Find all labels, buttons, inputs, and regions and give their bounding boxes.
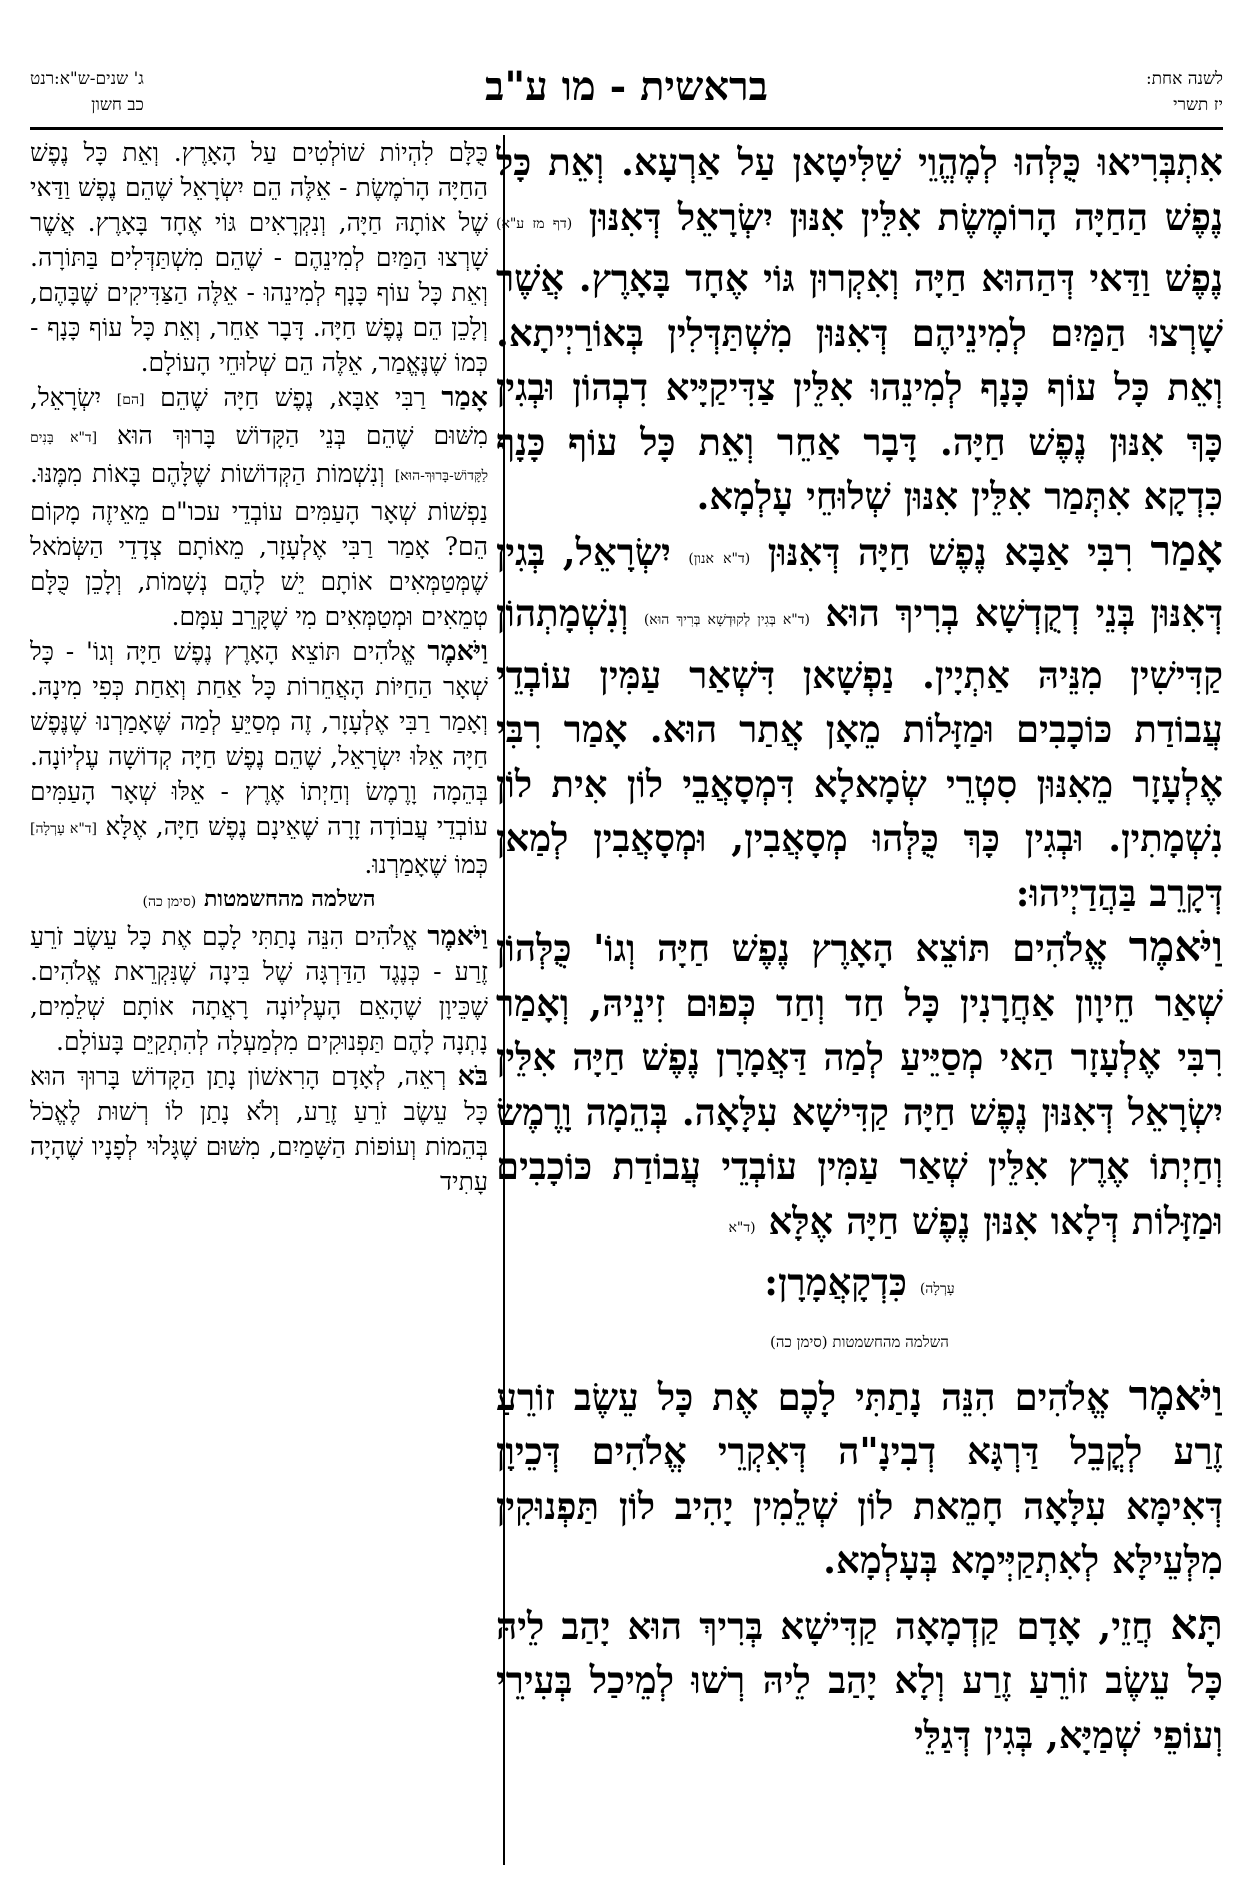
main-text: רִבִּי אַבָּא נֶפֶשׁ חַיָּה דְּאִנּוּן <box>767 529 1133 574</box>
main-text: וְנִשְׁמָתְהוֹן קַדִּישִׁין מִנֵּיהּ אַתְיָין. נַפְשָׁאן דִּשְׁאַר עַמִּין עוֹבְדֵי עֲבוֹדַת כּוֹכָבִים וּמַזָּלוֹת מֵאָן אֲתַר הוּא. אָמַר רִבִּי אֶלְעָזָר מֵאִנּוּן סִטְרֵי שְׂמָאלָא דִּמְסָאֲבֵי לוֹן אִית לוֹן נִשְׁמָתִין. וּבְגִין כָּךְ כֻּלְּהוּ מְסָאֲבִין, וּמְסָאֲבִין לְמַאן דְּקָרֵב בַּהֲדַיְיהוּ: <box>496 591 1223 915</box>
main-paragraph-3-end <box>496 1255 1223 1317</box>
main-text: אִתְבְּרִיאוּ כֻּלְּהוּ לְמֶהֱוֵי שַׁלִּיטָאן עַל אַרְעָא. וְאֵת כָּל נֶפֶשׁ הַחַיָּה הָרוֹמֶשֶׂת אִלֵּין אִנּוּן יִשְׂרָאֵל דְּאִנּוּן <box>496 140 1223 239</box>
opening-word: בֹּא <box>457 1061 488 1092</box>
main-text: אֱלֹהִים תּוֹצֵא הָאָרֶץ נֶפֶשׁ חַיָּה וְגוֹ' כֻּלְּהוֹן שְׁאַר חֵיוָון אַחֲרָנִין כָּל חַד וְחַד כְּפוּם זִינֵיהּ, וְאָמַר רִבִּי אֶלְעָזָר הַאי מְסַיֵּיעַ לְמַה דַּאֲמָרָן נֶפֶשׁ חַיָּה אִלֵּין יִשְׂרָאֵל דְּאִנּוּן נֶפֶשׁ חַיָּה קַדִּישָׁא עִלָּאָה. בְּהֵמָה וָרֶמֶשׂ וְחַיְתוֹ אֶרֶץ אִלֵּין שְׁאַר עַמִּין עוֹבְדֵי עֲבוֹדַת כּוֹכָבִים וּמַזָּלוֹת דְּלָאו אִנּוּן נֶפֶשׁ חַיָּה אֶלָּא <box>496 926 1223 1243</box>
translation-column <box>30 135 488 1865</box>
side-paragraph-4 <box>30 919 488 1059</box>
section-heading-text: השלמה מהחשמטות <box>203 886 376 912</box>
page-header <box>30 52 1223 122</box>
main-text: יִשְׂרָאֵל, בְּגִין דְּאִנּוּן בְּנֵי דְקֻדְשָׁא בְרִיךְ הוּא <box>496 529 1223 635</box>
opening-word: וַיֹּאמֶר <box>427 921 488 952</box>
variant-reference: [ד"א עָרְלָה] <box>30 821 97 837</box>
section-heading-reference: (סימן כה) <box>142 894 197 910</box>
folio-reference: (דף מז ע"א) <box>496 215 573 232</box>
side-paragraph-3 <box>30 634 488 882</box>
header-one-year-date: יז תשרי <box>1173 95 1223 115</box>
translation-text: כְּמוֹ שֶׁאָמַרְנוּ. <box>364 850 488 879</box>
variant-reference: (ד"א אנון) <box>688 550 751 567</box>
main-paragraph-5 <box>496 1598 1223 1763</box>
opening-word: אָמַר <box>1150 525 1223 575</box>
main-paragraph-1 <box>496 135 1223 524</box>
translation-text: אֱלֹהִים תּוֹצֵא הָאָרֶץ נֶפֶשׁ חַיָּה וְגוֹ' - כָּל שְׁאָר הַחַיּוֹת הָאֲחֵרוֹת כָּל אַחַת וְאַחַת כְּפִי מִינָהּ. וְאָמַר רַבִּי אֶלְעָזָר, זֶה מְסַיֵּעַ לְמַה שֶּׁאָמַרְנוּ שֶׁנֶּפֶשׁ חַיָּה אֵלּוּ יִשְׂרָאֵל, שֶׁהֵם נֶפֶשׁ חַיָּה קְדוֹשָׁה עֶלְיוֹנָה. בְּהֵמָה וָרֶמֶשׂ וְחַיְתוֹ אֶרֶץ - אֵלּוּ שְׁאָר הָעַמִּים עוֹבְדֵי עֲבוֹדָה זָרָה שֶׁאֵינָם נֶפֶשׁ חַיָּה, אֶלָּא <box>30 637 488 841</box>
main-paragraph-4 <box>496 1369 1223 1588</box>
translation-text: כֻּלָּם לִהְיוֹת שׁוֹלְטִים עַל הָאָרֶץ. וְאֵת כָּל נֶפֶשׁ הַחַיָּה הָרֹמֶשֶׂת - אֵלֶּה הֵם יִשְׂרָאֵל שֶׁהֵם נֶפֶשׁ וַדַּאי שֶׁל אוֹתָהּ חַיָּה, וְנִקְרָאִים גּוֹי אֶחָד בָּאָרֶץ. אֲשֶׁר שָׁרְצוּ הַמַּיִם לְמִינֵהֶם - שֶׁהֵם מִשְׁתַּדְּלִים בַּתּוֹרָה. וְאֵת כָּל עוֹף כָּנָף לְמִינֵהוּ - אֵלֶּה הַצַּדִּיקִים שֶׁבָּהֶם, וְלָכֵן הֵם נֶפֶשׁ חַיָּה. דָּבָר אַחֵר, וְאֵת כָּל עוֹף כָּנָף - כְּמוֹ שֶׁנֶּאֱמַר, אֵלֶּה הֵם שְׁלוּחֵי הָעוֹלָם. <box>30 138 488 377</box>
side-paragraph-2 <box>30 380 488 634</box>
main-paragraph-3 <box>496 920 1223 1255</box>
variant-reference: [הם] <box>116 392 145 408</box>
side-paragraph-5 <box>30 1059 488 1199</box>
side-paragraph-1 <box>30 135 488 380</box>
page-title: בראשית - מו ע"ב <box>485 63 768 110</box>
header-three-year-date: כב חשון <box>91 95 144 115</box>
variant-reference: (ד"א <box>728 1219 756 1236</box>
header-one-year-label: לשנה אחת: <box>1145 69 1223 89</box>
translation-text: רְאֵה, לְאָדָם הָרִאשׁוֹן נָתַן הַקָּדוֹשׁ בָּרוּךְ הוּא כָּל עֵשֶׂב זֹרֵעַ זֶרַע, וְלֹא נָתַן לוֹ רְשׁוּת לֶאֱכֹל בְּהֵמוֹת וְעוֹפוֹת הַשָּׁמַיִם, מִשּׁוּם שֶׁגָּלוּי לְפָנָיו שֶׁהָיָה עָתִיד <box>30 1062 488 1196</box>
header-cycle-three-years <box>54 66 144 118</box>
page-number: רנט <box>30 69 55 89</box>
translation-text: יִשְׂרָאֵל, מִשּׁוּם שֶׁהֵם בְּנֵי הַקָּדוֹשׁ בָּרוּךְ הוּא <box>30 383 488 450</box>
opening-word: וַיֹּאמֶר <box>427 636 488 667</box>
header-three-year-label: ג' שנים-ש"א: <box>54 69 144 89</box>
main-text-column <box>496 135 1223 1865</box>
section-heading: השלמה מהחשמטות (סימן כה) <box>770 1332 949 1351</box>
opening-word: וַיֹּאמֶר <box>1128 1370 1223 1420</box>
column-divider <box>503 135 505 1865</box>
main-text: חֲזֵי, אָדָם קַדְמָאָה קַדִּישָׁא בְּרִיךְ הוּא יָהַב לֵיהּ כָּל עֵשֶׂב זוֹרֵעַ זֶרַע וְלָא יָהַב לֵיהּ רְשׁוּ לְמֵיכַל בְּעִירֵי וְעוֹפֵי שְׁמַיָּא, בְּגִין דְּגַלֵּי <box>496 1603 1223 1757</box>
paragraph-gap <box>496 1588 1223 1598</box>
header-rule <box>30 127 1223 130</box>
opening-word: תָּא <box>1170 1599 1223 1649</box>
section-heading <box>30 882 488 919</box>
translation-text: וְנִשְׁמוֹת הַקְּדוֹשׁוֹת שֶׁלָּהֶם בָּאוֹת מִמֶּנּוּ. נַפְשׁוֹת שְׁאָר הָעַמִּים עוֹבְדֵי עכו"ם מֵאֵיזֶה מָקוֹם הֵם? אָמַר רַבִּי אֶלְעָזָר, מֵאוֹתָם צְדָדֵי הַשְּׂמֹאל שֶׁמְּטַמְּאִים אוֹתָם יֵשׁ לָהֶם נְשָׁמוֹת, וְלָכֵן כֻּלָּם טְמֵאִים וּמְטַמְּאִים מִי שֶׁקָּרֵב עִמָּם. <box>30 459 488 631</box>
variant-reference: [ד"א בָּנִים לַקָּדוֹשׁ-בָּרוּךְ-הוּא] <box>30 430 488 484</box>
main-text: כִּדְקָאֲמָרָן: <box>764 1260 907 1304</box>
variant-reference: (ד"א בְּגִין לְקוּדְשָׁא בְּרִיךְ הוּא) <box>643 612 810 628</box>
opening-word: אָמַר <box>441 382 488 413</box>
opening-word: וַיֹּאמֶר <box>1128 922 1223 971</box>
translation-text: אֱלֹהִים הִנֵּה נָתַתִּי לָכֶם אֶת כָּל עֵשֶׂב זֹרֵעַ זֶרַע - כְּנֶגֶד הַדַּרְגָּה שֶׁל בִּינָה שֶׁנִּקְרֵאת אֱלֹהִים. שֶׁכֵּיוָן שֶׁהָאֵם הָעֶלְיוֹנָה רָאֲתָה אוֹתָם שְׁלֵמִים, נָתְנָה לָהֶם תַּפְנוּקִים מִלְמַעְלָה לְהִתְקַיֵּם בָּעוֹלָם. <box>30 922 488 1056</box>
main-text: אֱלֹהִים הִנֵּה נָתַתִּי לָכֶם אֶת כָּל עֵשֶׂב זוֹרֵעַ זֶרַע לְקֳבֵל דַּרְגָּא דְבִינָ"ה דְּאִקְרֵי אֱלֹהִים דְּכֵיוָן דְּאִימָּא עִלָּאָה חָמֵאת לוֹן שְׁלֵמִין יָהִיב לוֹן תַּפְנוּקִין מִלְּעֵילָּא לְאִתְקַיְּימָא בְּעָלְמָא. <box>496 1374 1223 1582</box>
main-text: נֶפֶשׁ וַדַּאי דְּהַהוּא חַיָּה וְאִקְרוּן גּוֹי אֶחָד בָּאָרֶץ. אֲשֶׁר שָׁרְצוּ הַמַּיִם לְמִינֵיהֶם דְּאִנּוּן מִשְׁתַּדְּלִין בְּאוֹרַיְיתָא. וְאֵת כָּל עוֹף כָּנָף לְמִינֵהוּ אִלֵּין צַדִּיקַיָּיא דִבְהוֹן וּבְגִין כָּךְ אִנּוּן נֶפֶשׁ חַיָּה. דָּבָר אַחֵר וְאֵת כָּל עוֹף כָּנָף כִּדְקָא אִתְּמַר אִלֵּין אִנּוּן שְׁלוּחֵי עָלְמָא. <box>496 256 1223 518</box>
main-paragraph-2 <box>496 524 1223 921</box>
translation-text: רַבִּי אַבָּא, נֶפֶשׁ חַיָּה שֶׁהֵם <box>160 383 426 412</box>
variant-reference: עָרְלָה) <box>919 1281 955 1297</box>
